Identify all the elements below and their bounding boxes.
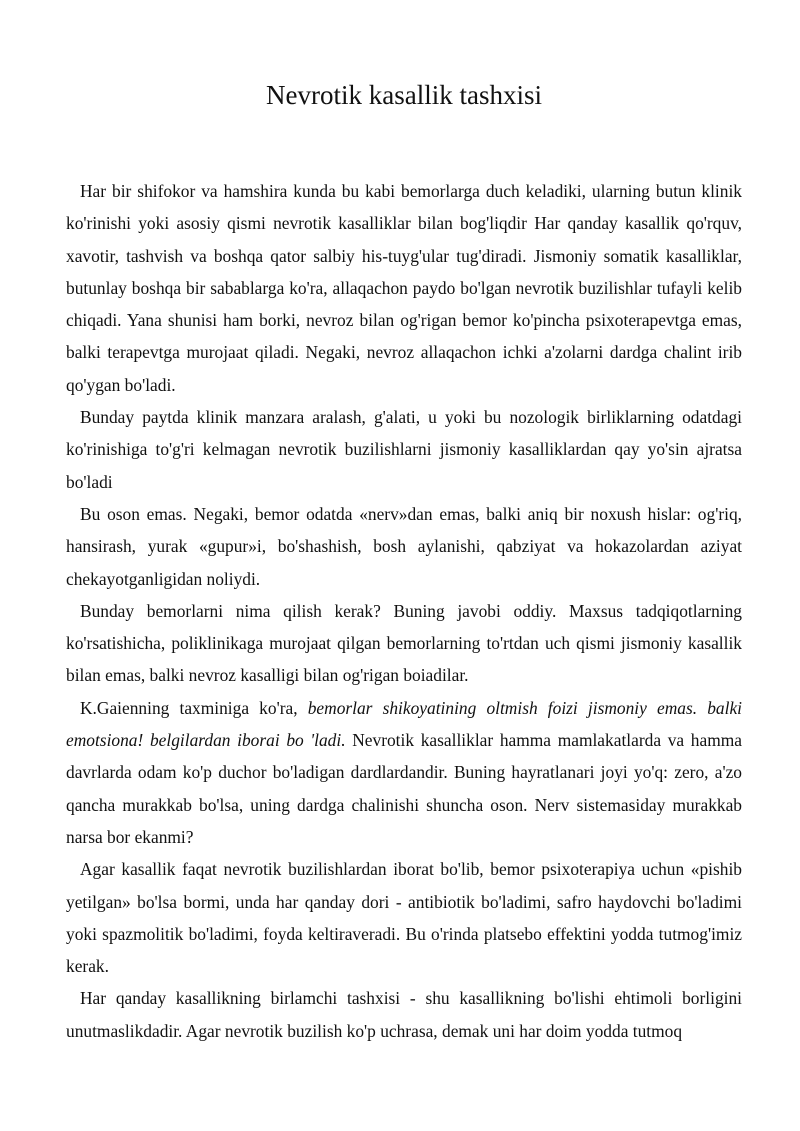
- paragraph-4: Bunday bemorlarni nima qilish kerak? Buning javobi oddiy. Maxsus tadqiqotlarning ko'rsatishicha, poliklinikaga murojaat qilgan bemorlarning to'rtdan uch qismi jismoniy kasallik bilan emas, balki nevroz kasalligi bilan og'rigan boiadilar.: [66, 600, 742, 686]
- paragraph-3: Bu oson emas. Negaki, bemor odatda «nerv»dan emas, balki aniq bir noxush hislar: og'riq, hansirash, yurak «gupur»i, bo'shashish, bosh aylanishi, qabziyat va hokazolardan aziyat chekayotganligidan noliydi.: [66, 503, 742, 589]
- paragraph-1: Har bir shifokor va hamshira kunda bu kabi bemorlarga duch keladiki, ularning butun klinik ko'rinishi yoki asosiy qismi nevrotik kasalliklar bilan bog'liqdir Har qanday kasallik qo'rquv, xavotir, tashvish va boshqa qator salbiy his-tuyg'ular tug'diradi. Jismoniy somatik kasalliklar, butunlay boshqa bir sabablarga ko'ra, allaqachon paydo bo'lgan nevrotik buzilishlar tufayli kelib chiqadi. Yana shunisi ham borki, nevroz bilan og'rigan bemor ko'pincha psixoterapevtga emas, balki terapevtga murojaat qiladi. Negaki, nevroz allaqachon ichki a'zolarni dardga chalint irib qo'ygan bo'ladi.: [66, 181, 742, 395]
- document-title: Nevrotik kasallik tashxisi: [266, 80, 542, 110]
- paragraph-5-lead: K.Gaienning taxminiga ko'ra,: [80, 697, 308, 718]
- paragraph-5: [66, 692, 742, 853]
- paragraph-5-rest: Nevrotik kasalliklar hamma mamlakatlarda va hamma davrlarda odam ko'p duchor bo'ladigan dardlardandir. Buning hayratlanari joyi yo'q: zero, a'zo qancha murakkab bo'lsa, uning dardga chalinishi shuncha oson. Nerv sistemasiday murakkab narsa bor ekanmi?: [66, 730, 742, 847]
- paragraph-6: Agar kasallik faqat nevrotik buzilishlardan iborat bo'lib, bemor psixoterapiya uchun «pishib yetilgan» bo'lsa bormi, unda har qanday dori - antibiotik bo'ladimi, safro haydovchi bo'ladimi yoki spazmolitik bo'ladimi, foyda keltiraveradi. Bu o'rinda platsebo effektini yodda tutmog'imiz kerak.: [66, 859, 742, 977]
- paragraph-7: Har qanday kasallikning birlamchi tashxisi - shu kasallikning bo'lishi ehtimoli borligini unutmaslikdadir. Agar nevrotik buzilish ko'p uchrasa, demak uni har doim yodda tutmoq: [66, 988, 742, 1041]
- paragraph-2: Bunday paytda klinik manzara aralash, g'alati, u yoki bu nozologik birliklarning odatdagi ko'rinishiga to'g'ri kelmagan nevrotik buzilishlarni jismoniy kasalliklardan qay yo'sin ajratsa bo'ladi: [66, 407, 742, 492]
- document-body: [66, 175, 742, 1047]
- document-page: [66, 0, 742, 1041]
- paragraph-5-emphasis: bemorlar shikoyatining oltmish foizi jismoniy emas. balki emotsiona! belgilardan iborai bo 'ladi.: [66, 697, 742, 751]
